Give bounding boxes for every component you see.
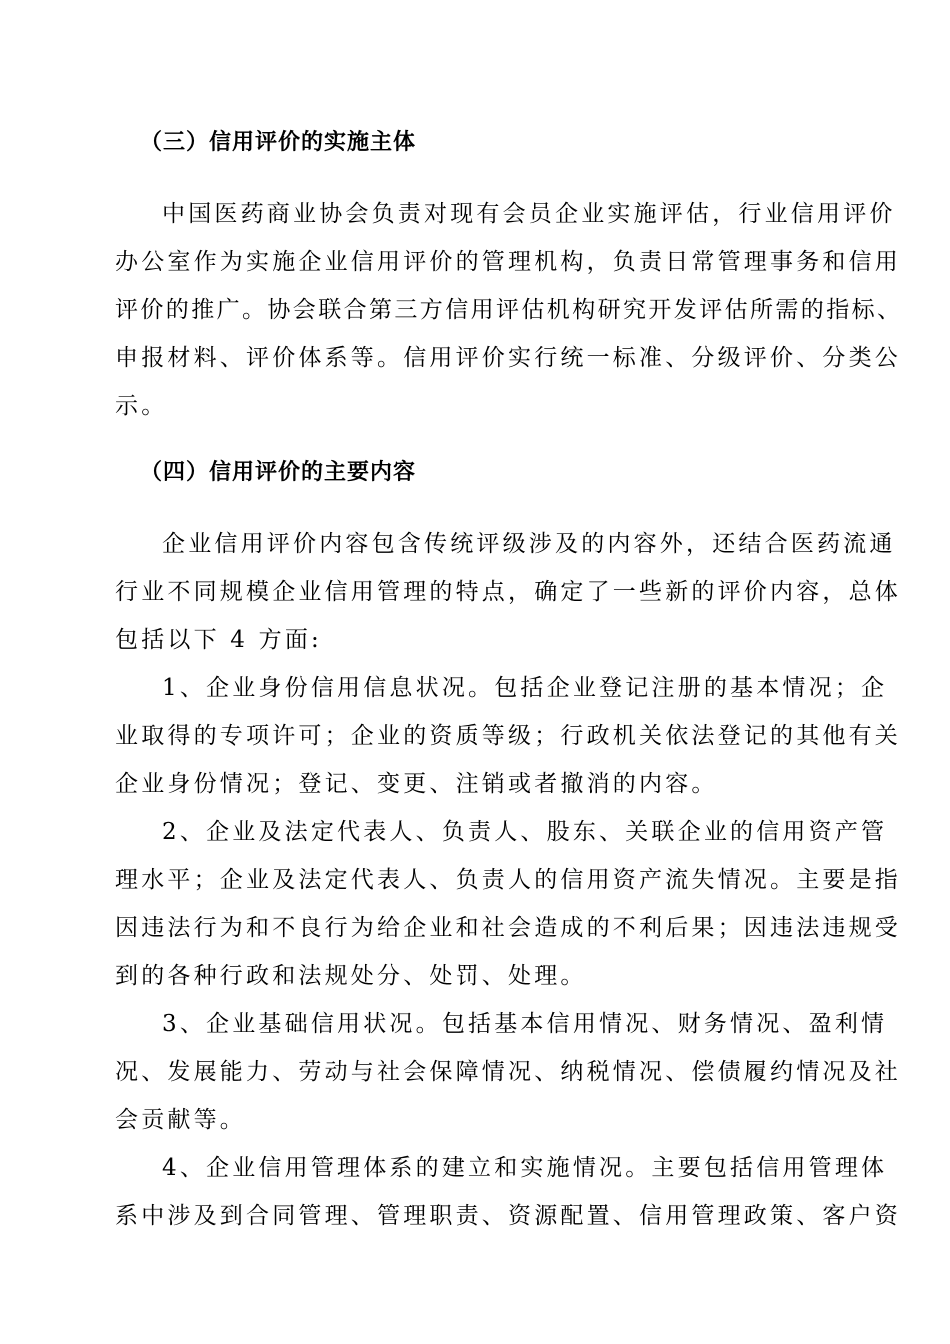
paragraph-line: 1、企业身份信用信息状况。包括企业登记注册的基本情况；企 bbox=[162, 675, 888, 701]
paragraph-line: 到的各种行政和法规处分、处罚、处理。 bbox=[115, 963, 587, 989]
paragraph-line: 因违法行为和不良行为给企业和社会造成的不利后果；因违法违规受 bbox=[115, 915, 901, 941]
paragraph-line: 企业信用评价内容包含传统评级涉及的内容外，还结合医药流通 bbox=[162, 531, 896, 557]
paragraph-line: 企业身份情况；登记、变更、注销或者撤消的内容。 bbox=[115, 771, 718, 797]
section-heading-4: （四）信用评价的主要内容 bbox=[140, 460, 417, 485]
paragraph-line: 2、企业及法定代表人、负责人、股东、关联企业的信用资产管 bbox=[162, 819, 888, 845]
paragraph-line: 3、企业基础信用状况。包括基本信用情况、财务情况、盈利情 bbox=[162, 1011, 888, 1037]
paragraph-line: 4、企业信用管理体系的建立和实施情况。主要包括信用管理体 bbox=[162, 1155, 888, 1181]
paragraph-line: 示。 bbox=[115, 393, 168, 419]
paragraph-line: 行业不同规模企业信用管理的特点，确定了一些新的评价内容，总体 bbox=[115, 579, 901, 605]
paragraph-line: 中国医药商业协会负责对现有会员企业实施评估，行业信用评价 bbox=[162, 201, 896, 227]
paragraph-line: 办公室作为实施企业信用评价的管理机构，负责日常管理事务和信用 bbox=[115, 249, 901, 275]
paragraph-line: 申报材料、评价体系等。信用评价实行统一标准、分级评价、分类公 bbox=[115, 345, 901, 371]
paragraph-line: 系中涉及到合同管理、管理职责、资源配置、信用管理政策、客户资 bbox=[115, 1203, 901, 1229]
paragraph-line: 会贡献等。 bbox=[115, 1107, 246, 1133]
paragraph-line: 业取得的专项许可；企业的资质等级；行政机关依法登记的其他有关 bbox=[115, 723, 901, 749]
paragraph-line: 评价的推广。协会联合第三方信用评估机构研究开发评估所需的指标、 bbox=[115, 297, 903, 323]
paragraph-line: 况、发展能力、劳动与社会保障情况、纳税情况、偿债履约情况及社 bbox=[115, 1059, 901, 1085]
paragraph-line: 包括以下 4 方面: bbox=[115, 627, 323, 653]
section-heading-3: （三）信用评价的实施主体 bbox=[140, 130, 417, 155]
paragraph-line: 理水平；企业及法定代表人、负责人的信用资产流失情况。主要是指 bbox=[115, 867, 901, 893]
